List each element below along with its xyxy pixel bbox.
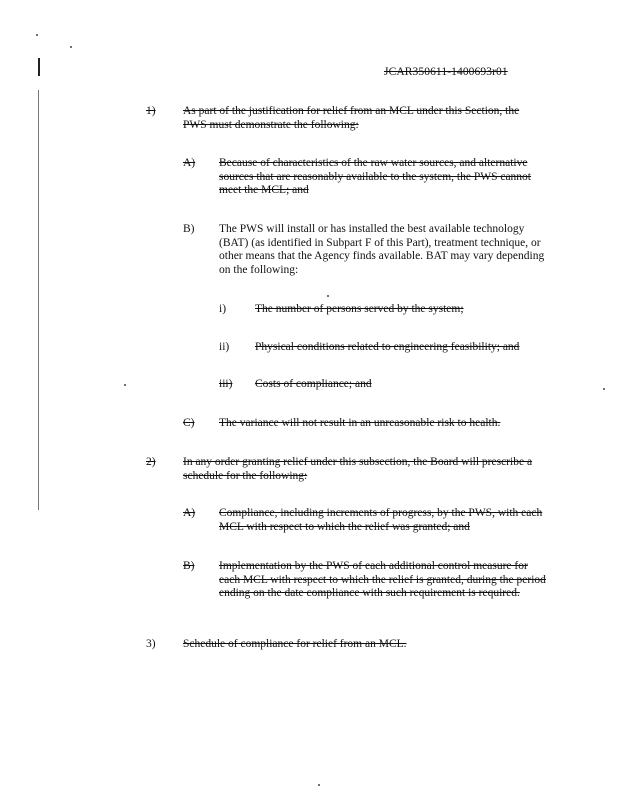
scan-margin-mark [38,58,40,76]
section-3-text: Schedule of compliance for relief from an MCL. [183,638,407,650]
section-1-marker: 1) [146,105,156,117]
section-1c-text: The variance will not result in an unreasonable risk to health. [219,417,501,429]
section-1-strike-body: of the justification for relief from an MCL under this Section, the PWS must demonstrate the following: [183,105,520,131]
scan-speck [318,784,320,786]
scan-speck [124,384,126,386]
section-1c-marker: C) [183,417,195,429]
section-1b-iii-text: Costs of compliance; and [255,378,372,390]
section-1a-text: Because of characteristics of the raw water sources, and alternative sources that are reasonably available to the system, the PWS cannot meet the MCL; and [219,157,531,196]
section-2b-text: Implementation by the PWS of each additional control measure for each MCL with respect to which the relief is granted, during the period ending on the date compliance with such requirement is required. [219,560,546,599]
scan-speck [327,295,329,297]
section-2-marker: 2) [146,456,156,468]
scan-speck [70,46,72,48]
section-1-text [183,105,543,132]
scan-speck [36,34,38,36]
section-2-text: In any order granting relief under this subsection, the Board will prescribe a schedule for the following: [183,456,533,482]
section-1b-ii-text: Physical conditions related to engineering feasibility; and [255,341,520,353]
document-id: JCAR350611-1400693r01 [384,66,508,78]
scan-margin-line [38,90,39,510]
section-1b-iii-marker: iii) [219,378,233,390]
section-1-strike-lead: As part [183,105,217,117]
section-1b-i-marker: i) [219,303,227,315]
section-2a-marker: A) [183,507,196,519]
section-2a-text: Compliance, including increments of progress, by the PWS, with each MCL with respect to which the relief was granted; and [219,507,543,533]
section-1b-marker: B) [183,223,195,235]
section-3-marker: 3) [146,638,156,650]
section-1b-i-text: The number of persons served by the system; [255,303,464,315]
section-1b-text: The PWS will install or has installed the best available technology (BAT) (as identified in Subpart F of this Part), treatment technique, or other means that the Agency finds available. BAT may vary depending on the following: [219,223,545,276]
scan-speck [603,388,605,390]
section-1a-marker: A) [183,157,196,169]
section-2b-marker: B) [183,560,195,572]
section-1b-ii-marker: ii) [219,341,230,353]
